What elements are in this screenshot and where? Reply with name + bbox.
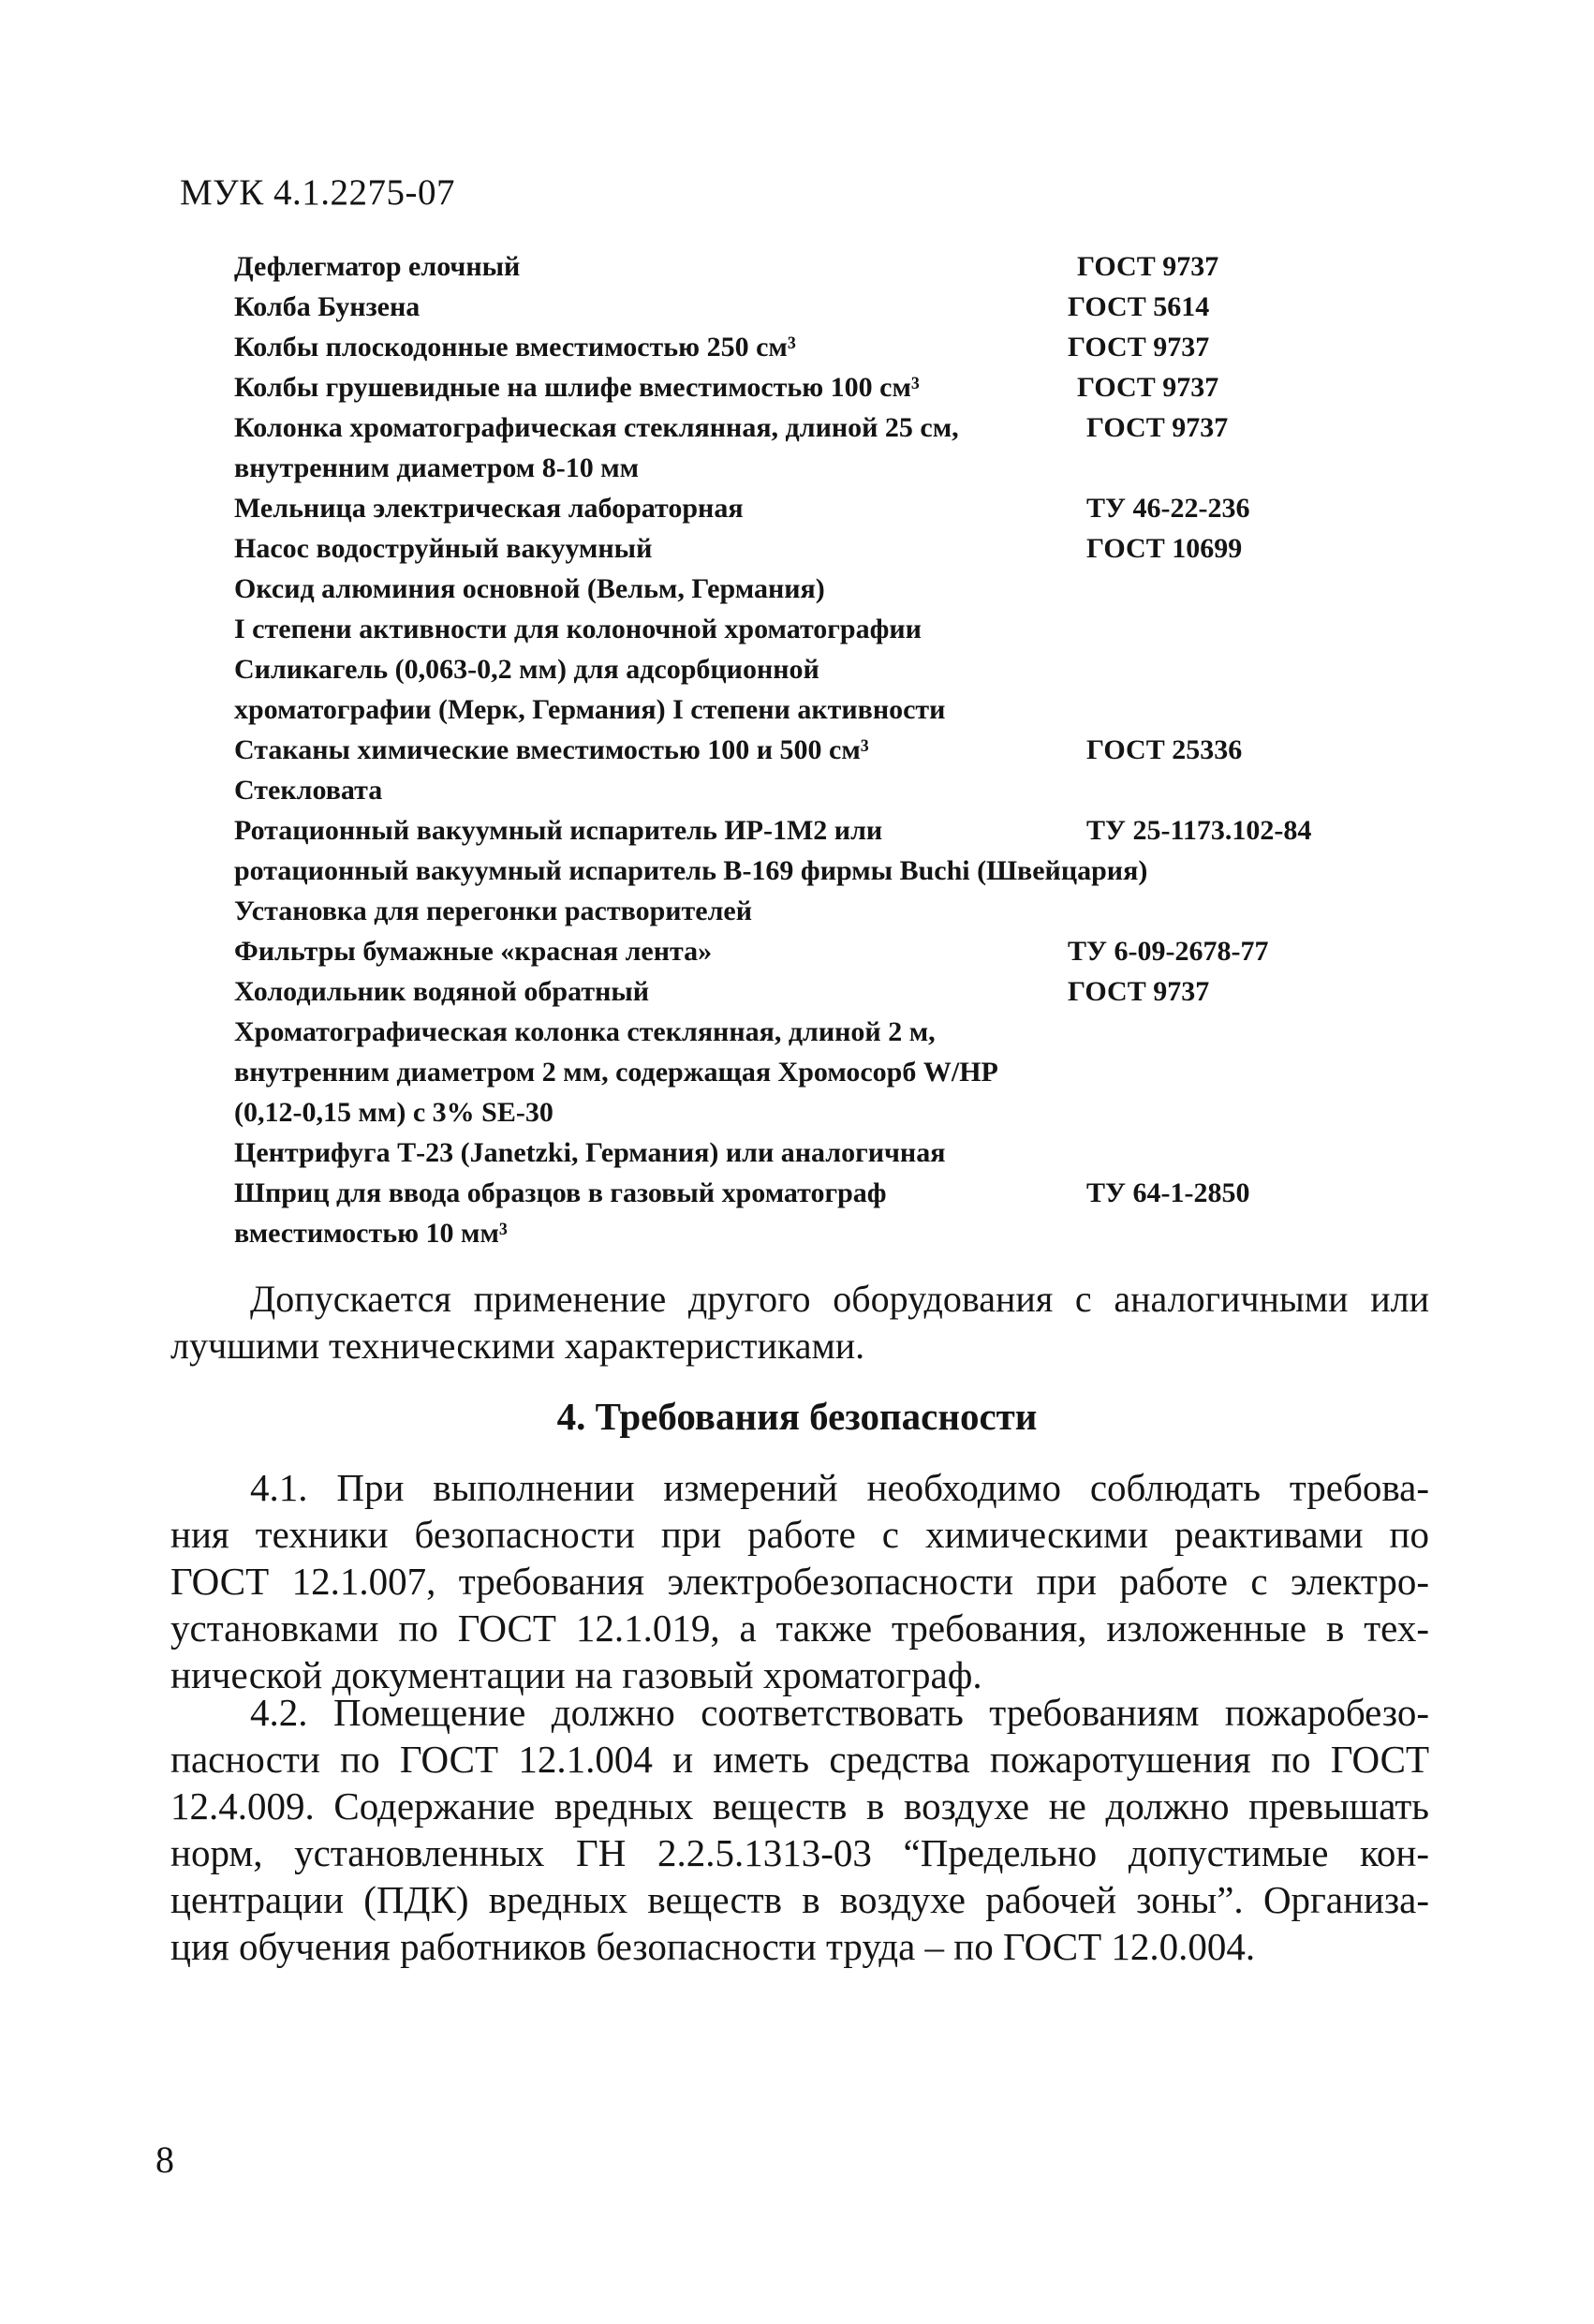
equipment-standard: ТУ 64-1-2850 bbox=[1086, 1177, 1250, 1208]
equipment-name-line: хроматографии (Мерк, Германия) I степени активности bbox=[234, 694, 946, 725]
equipment-item bbox=[234, 649, 1442, 730]
equipment-name bbox=[234, 931, 1077, 971]
equipment-name-line: (0,12-0,15 мм) с 3% SE-30 bbox=[234, 1097, 553, 1128]
equipment-item bbox=[234, 569, 1442, 649]
equipment-name-line: Центрифуга Т-23 (Janetzki, Германия) или аналогичная bbox=[234, 1137, 946, 1168]
equipment-name bbox=[234, 891, 1077, 931]
equipment-standard: ГОСТ 9737 bbox=[1086, 412, 1229, 443]
equipment-standard: ГОСТ 25336 bbox=[1086, 734, 1243, 765]
equipment-standard: ГОСТ 9737 bbox=[1068, 976, 1210, 1007]
equipment-name-line: Мельница электрическая лабораторная bbox=[234, 493, 744, 524]
equipment-name bbox=[234, 528, 1077, 569]
document-code: МУК 4.1.2275-07 bbox=[180, 172, 456, 213]
paragraph-line: пасности по ГОСТ 12.1.004 и иметь средства пожаротушения по ГОСТ bbox=[170, 1738, 1429, 1781]
equipment-name-line: Оксид алюминия основной (Вельм, Германия) bbox=[234, 573, 825, 604]
equipment-item bbox=[234, 931, 1442, 971]
equipment-name-line: Дефлегматор елочный bbox=[234, 251, 521, 282]
equipment-name-line: Установка для перегонки растворителей bbox=[234, 896, 753, 926]
equipment-name-line: Колонка хроматографическая стеклянная, длиной 25 см, bbox=[234, 412, 959, 443]
paragraph-line: ция обучения работников безопасности труда – по ГОСТ 12.0.004. bbox=[170, 1925, 1256, 1968]
paragraph-line: 4.2. Помещение должно соответствовать требованиям пожаробезо- bbox=[250, 1691, 1429, 1734]
equipment-name-line: I степени активности для колоночной хроматографии bbox=[234, 614, 922, 644]
equipment-item bbox=[234, 1173, 1442, 1253]
equipment-name-line: Холодильник водяной обратный bbox=[234, 976, 650, 1007]
equipment-name-line: Стаканы химические вместимостью 100 и 500 см³ bbox=[234, 734, 869, 765]
page-number: 8 bbox=[155, 2139, 174, 2181]
section-heading: 4. Требования безопасности bbox=[556, 1395, 1038, 1438]
equipment-list bbox=[234, 246, 1442, 1253]
equipment-item bbox=[234, 407, 1442, 488]
paragraph-line: 4.1. При выполнении измерений необходимо соблюдать требова- bbox=[250, 1466, 1429, 1509]
equipment-name bbox=[234, 1012, 1077, 1132]
equipment-name bbox=[234, 287, 1077, 327]
equipment-name bbox=[234, 488, 1077, 528]
equipment-name-line: ротационный вакуумный испаритель В-169 фирмы Buchi (Швейцария) bbox=[234, 855, 1148, 886]
equipment-name-line: Ротационный вакуумный испаритель ИР-1М2 или bbox=[234, 815, 883, 846]
equipment-item bbox=[234, 810, 1442, 891]
equipment-name bbox=[234, 367, 1077, 407]
paragraph-line: ГОСТ 12.1.007, требования электробезопасности при работе с электро- bbox=[170, 1560, 1429, 1603]
equipment-item bbox=[234, 1132, 1442, 1173]
equipment-name-line: внутренним диаметром 8-10 мм bbox=[234, 452, 640, 483]
equipment-name-line: Колба Бунзена bbox=[234, 291, 421, 322]
equipment-name bbox=[234, 1132, 1077, 1173]
equipment-name-line: Фильтры бумажные «красная лента» bbox=[234, 936, 713, 967]
equipment-name-line: Хроматографическая колонка стеклянная, длиной 2 м, bbox=[234, 1016, 936, 1047]
equipment-substitution-note: Допускается применение другого оборудования с аналогичными или лучшими техническими характеристиками. bbox=[170, 1278, 1429, 1367]
equipment-item bbox=[234, 488, 1442, 528]
equipment-name bbox=[234, 327, 1077, 367]
equipment-name-line: Колбы грушевидные на шлифе вместимостью 100 см³ bbox=[234, 372, 920, 403]
equipment-name-line: вместимостью 10 мм³ bbox=[234, 1218, 508, 1249]
equipment-name bbox=[234, 971, 1077, 1012]
equipment-name bbox=[234, 569, 1077, 649]
equipment-name-line: Стекловата bbox=[234, 775, 383, 806]
equipment-item bbox=[234, 891, 1442, 931]
equipment-standard: ГОСТ 9737 bbox=[1077, 372, 1219, 403]
equipment-item bbox=[234, 770, 1442, 810]
equipment-name bbox=[234, 246, 1077, 287]
equipment-name bbox=[234, 730, 1077, 770]
equipment-name-line: Колбы плоскодонные вместимостью 250 см³ bbox=[234, 332, 796, 363]
paragraph-line: нической документации на газовый хроматограф. bbox=[170, 1653, 982, 1696]
paragraph-line: 12.4.009. Содержание вредных веществ в воздухе не должно превышать bbox=[170, 1784, 1429, 1828]
equipment-name-line: Насос водоструйный вакуумный bbox=[234, 533, 653, 564]
equipment-item bbox=[234, 730, 1442, 770]
equipment-item bbox=[234, 971, 1442, 1012]
equipment-standard: ГОСТ 9737 bbox=[1068, 332, 1210, 363]
equipment-name bbox=[234, 770, 1077, 810]
equipment-standard: ТУ 46-22-236 bbox=[1086, 493, 1250, 524]
paragraph-4-2 bbox=[170, 1689, 1429, 1970]
equipment-item bbox=[234, 528, 1442, 569]
equipment-item bbox=[234, 1012, 1442, 1132]
equipment-name-line: внутренним диаметром 2 мм, содержащая Хромосорб W/HP bbox=[234, 1057, 998, 1088]
paragraph-line: центрации (ПДК) вредных веществ в воздухе рабочей зоны”. Организа- bbox=[170, 1878, 1429, 1921]
equipment-item bbox=[234, 246, 1442, 287]
equipment-item bbox=[234, 367, 1442, 407]
equipment-name bbox=[234, 649, 1077, 730]
paragraph-4-1 bbox=[170, 1464, 1429, 1698]
equipment-standard: ГОСТ 5614 bbox=[1068, 291, 1210, 322]
equipment-name bbox=[234, 1173, 1077, 1253]
equipment-standard: ГОСТ 10699 bbox=[1086, 533, 1243, 564]
equipment-standard: ТУ 25-1173.102-84 bbox=[1086, 815, 1312, 846]
equipment-name bbox=[234, 810, 1148, 891]
equipment-name-line: Силикагель (0,063-0,2 мм) для адсорбционной bbox=[234, 654, 819, 685]
paragraph-line: норм, установленных ГН 2.2.5.1313-03 “Предельно допустимые кон- bbox=[170, 1831, 1429, 1874]
equipment-item bbox=[234, 287, 1442, 327]
paragraph-line: ния техники безопасности при работе с химическими реактивами по bbox=[170, 1513, 1429, 1556]
equipment-standard: ГОСТ 9737 bbox=[1077, 251, 1219, 282]
equipment-item bbox=[234, 327, 1442, 367]
equipment-name bbox=[234, 407, 1077, 488]
equipment-standard: ТУ 6-09-2678-77 bbox=[1068, 936, 1269, 967]
equipment-name-line: Шприц для ввода образцов в газовый хроматограф bbox=[234, 1177, 887, 1208]
paragraph-line: установками по ГОСТ 12.1.019, а также требования, изложенные в тех- bbox=[170, 1606, 1429, 1650]
